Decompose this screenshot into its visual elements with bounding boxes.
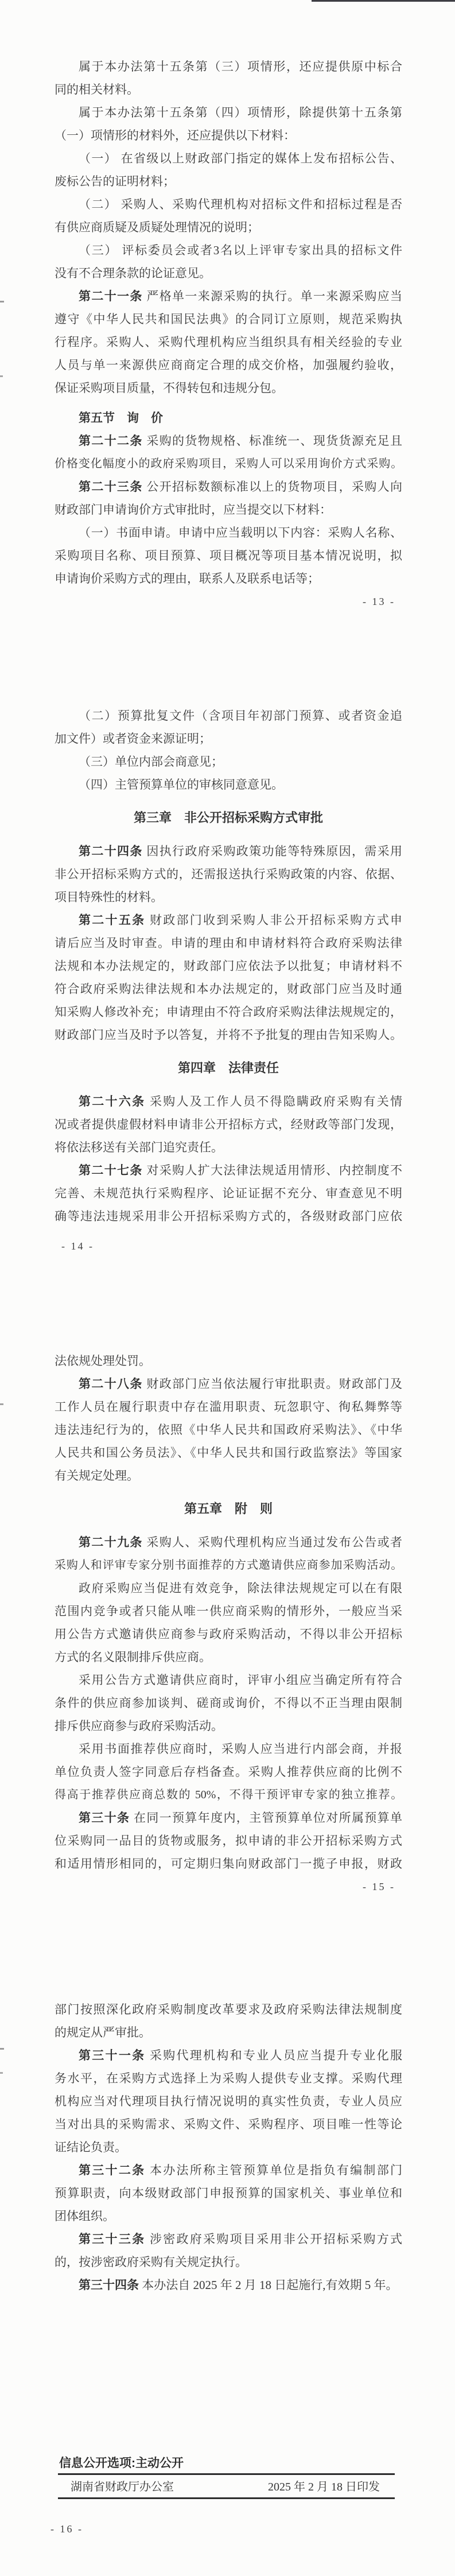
line-text: 公开招标数额标准以上的货物项目，采购人向 <box>142 480 402 494</box>
line-text: 对采购人扩大法律法规适用情形、内控制度不 <box>142 1163 402 1177</box>
text-line <box>55 2182 402 2205</box>
article-number: 第二十八条 <box>79 1377 143 1391</box>
text-line <box>55 544 402 567</box>
line-text: 财政部门申请询价方式审批时，应当提交以下材料： <box>55 503 332 517</box>
text-line <box>55 429 402 452</box>
text-line <box>55 78 402 101</box>
scan-edge-mark <box>0 301 4 302</box>
text-line <box>55 1090 402 1113</box>
page-number <box>55 1875 402 1898</box>
line-text: 用公告方式邀请供应商参与政府采购活动，不得以非公开招标 <box>55 1627 402 1641</box>
line-text: 价格变化幅度小的政府采购项目，采购人可以采用询价方式采购。 <box>55 457 402 470</box>
text-line <box>55 193 402 216</box>
line-text: 采用书面推荐供应商时，采购人应当进行内部会商，并报 <box>79 1742 402 1756</box>
article-number: 第三十条 <box>79 1811 130 1825</box>
text-line <box>55 2274 402 2296</box>
line-text: （四）主管预算单位的审核同意意见。 <box>79 778 283 792</box>
article-number: 第三十二条 <box>79 2163 146 2177</box>
line-text: 严格单一来源采购的执行。单一来源采购应当 <box>142 289 402 303</box>
text-line <box>55 932 402 955</box>
text-line <box>55 452 402 475</box>
line-text: 预算职责，向本级财政部门申报预算的国家机关、事业单位和 <box>55 2186 402 2200</box>
line-text: 属于本办法第十五条第（三）项情形，还应提供原中标合 <box>79 60 402 73</box>
text-line <box>55 1023 402 1046</box>
text-line <box>55 1600 402 1623</box>
line-text: 知采购人修改补充；申请理由不符合政府采购法律法规规定的， <box>55 1005 402 1019</box>
document-page-14 <box>55 704 402 1258</box>
line-text: 采用公告方式邀请供应商时，评审小组应当确定所有符合 <box>79 1673 402 1687</box>
text-line <box>55 1182 402 1205</box>
text-line <box>55 1783 402 1806</box>
line-text: 符合政府采购法律法规和本办法规定的，财政部门应当及时通 <box>55 982 402 996</box>
line-text: 废标公告的证明材料； <box>55 174 175 188</box>
line-text: 单位负责人签字同意后存档备查。采购人推荐供应商的比例不 <box>55 1765 402 1779</box>
article-number: 第二十七条 <box>79 1163 143 1177</box>
line-text: 法依规处理处罚。 <box>55 1354 151 1368</box>
text-line <box>55 886 402 909</box>
line-text: （二） 采购人、采购代理机构对招标文件和招标过程是否 <box>79 197 402 211</box>
line-text: - 15 - <box>363 1881 395 1892</box>
line-text: 和适用情形相同的，可定期归集向财政部门一揽子申报，财政 <box>55 1857 402 1871</box>
line-text: 采购项目名称、项目预算、项目概况等项目基本情况说明，拟 <box>55 549 402 562</box>
line-text: 有供应商质疑及质疑处理情况的说明； <box>55 220 259 234</box>
page-number: - 16 - <box>50 2523 83 2535</box>
line-text: 没有不合理条款的论证意见。 <box>55 266 211 280</box>
line-text: 财政部门应当及时予以答复，并将不予批复的理由告知采购人。 <box>55 1028 402 1042</box>
text-line <box>55 2044 402 2067</box>
text-line <box>55 1714 402 1737</box>
text-line <box>55 1806 402 1829</box>
line-text: 况或者提供虚假材料申请非公开招标方式，经财政等部门发现， <box>55 1118 402 1131</box>
text-line <box>55 750 402 773</box>
line-text: 条件的供应商参加谈判、磋商或询价，不得以不正当理由限制 <box>55 1696 402 1710</box>
article-number: 第二十三条 <box>79 480 143 494</box>
text-line <box>55 55 402 78</box>
text-line <box>55 262 402 285</box>
text-line <box>55 239 402 262</box>
line-text: 证结论负责。 <box>55 2140 127 2154</box>
text-line <box>55 285 402 308</box>
text-line <box>55 1464 402 1487</box>
text-line <box>55 216 402 239</box>
line-text: 第四章 法律责任 <box>177 1061 279 1075</box>
line-text: 本办法自 2025 年 2 月 18 日起施行,有效期 5 年。 <box>139 2278 398 2292</box>
line-text: 务水平，在采购方式选择上为采购人提供专业支撑。采购代理 <box>55 2071 402 2085</box>
text-line <box>55 1737 402 1760</box>
text-line <box>55 308 402 331</box>
text-line <box>55 124 402 147</box>
line-text: 采购代理机构和专业人员应当提升专业化服 <box>145 2049 402 2062</box>
document-page-16 <box>55 1998 402 2296</box>
line-text: 排斥供应商参与政府采购活动。 <box>55 1719 223 1733</box>
page-number <box>55 1235 402 1258</box>
text-line <box>55 863 402 886</box>
text-line <box>55 2251 402 2274</box>
disclosure-option-label: 信息公开选项:主动公开 <box>59 2457 184 2470</box>
chapter-heading <box>55 1498 402 1520</box>
line-text: 本办法所称主管预算单位是指负有编制部门 <box>145 2163 402 2177</box>
text-line <box>55 147 402 170</box>
text-line <box>55 377 402 399</box>
line-text: 请后应当及时审查。申请的理由和申请材料符合政府采购法律 <box>55 936 402 950</box>
text-line <box>55 1441 402 1464</box>
article-number: 第二十六条 <box>79 1095 146 1108</box>
line-text: （三） 评标委员会或者3名以上评审专家出具的招标文件 <box>79 243 402 257</box>
text-line <box>55 1395 402 1418</box>
text-line <box>55 101 402 124</box>
section-heading <box>55 406 402 429</box>
line-text: 违法违纪行为的，依照《中华人民共和国政府采购法》、《中华 <box>55 1423 402 1437</box>
line-text: 将依法移送有关部门追究责任。 <box>55 1140 223 1154</box>
issuing-office: 湖南省财政厅办公室 <box>71 2481 174 2493</box>
article-number: 第二十四条 <box>79 844 143 858</box>
text-line <box>55 2067 402 2090</box>
article-number: 第三十三条 <box>79 2232 146 2246</box>
line-text: 方式的名义限制排斥供应商。 <box>55 1650 211 1664</box>
line-text: （一） 在省级以上财政部门指定的媒体上发布招标公告、 <box>79 152 402 165</box>
scan-edge-mark <box>0 1403 3 1405</box>
line-text: 机构应当对代理项目执行情况说明的真实性负责，专业人员应 <box>55 2094 402 2108</box>
line-text: 采购人、采购代理机构应当通过发布公告或者 <box>142 1535 402 1549</box>
text-line <box>55 1852 402 1875</box>
text-line <box>55 1669 402 1692</box>
chapter-heading <box>55 806 402 829</box>
text-line <box>55 521 402 544</box>
line-text: 采购的货物规格、标准统一、现货货源充足且 <box>142 434 402 448</box>
text-line <box>55 1998 402 2021</box>
line-text: （一）书面申请。申请中应当载明以下内容：采购人名称、 <box>79 526 402 540</box>
text-line <box>55 2021 402 2044</box>
text-line <box>55 977 402 1000</box>
text-line <box>55 727 402 750</box>
document-page-15 <box>55 1349 402 1898</box>
line-text: 法规和本办法规定的，财政部门应依法予以批复；申请材料不 <box>55 959 402 973</box>
text-line <box>55 2136 402 2159</box>
line-text: 第五节 询 价 <box>79 411 163 425</box>
scan-edge-mark <box>0 2072 3 2074</box>
scan-edge-artifact <box>312 0 455 2</box>
line-text: 财政部门应当依法履行审批职责。财政部门及 <box>142 1377 402 1391</box>
line-text: 行程序。采购人、采购代理机构应当组织具有相关经验的专业 <box>55 335 402 349</box>
line-text: 确等违法违规采用非公开招标采购方式的，各级财政部门应依 <box>55 1209 402 1223</box>
text-line <box>55 704 402 727</box>
line-text: 采购人及工作人员不得隐瞒政府采购有关情 <box>145 1095 402 1108</box>
line-text: 有关规定处理。 <box>55 1469 139 1483</box>
text-line <box>55 1136 402 1159</box>
text-line <box>55 331 402 354</box>
article-number: 第二十一条 <box>79 289 143 303</box>
line-text: 政府采购应当促进有效竞争，除法律法规规定可以在有限 <box>79 1581 402 1595</box>
footer-divider-line <box>58 2473 395 2475</box>
text-line <box>55 1692 402 1714</box>
line-text: 涉密政府采购项目采用非公开招标采购方式 <box>145 2232 402 2246</box>
text-line <box>55 1646 402 1669</box>
text-line <box>55 955 402 977</box>
print-date: 2025 年 2 月 18 日印发 <box>268 2481 380 2493</box>
text-line <box>55 170 402 193</box>
line-text: 财政部门收到采购人非公开招标采购方式申 <box>145 913 402 927</box>
line-text: 工作人员在履行职责中存在滥用职责、玩忽职守、徇私舞弊等 <box>55 1400 402 1414</box>
line-text: - 13 - <box>363 596 395 607</box>
scan-edge-mark <box>0 375 3 377</box>
line-text: 的，按涉密政府采购有关规定执行。 <box>55 2255 247 2269</box>
text-line <box>55 2205 402 2228</box>
article-number: 第二十九条 <box>79 1535 143 1549</box>
text-line <box>55 909 402 932</box>
line-text: 人员与单一来源供应商商定合理的成交价格，加强履约验收， <box>55 358 402 372</box>
chapter-heading <box>55 1057 402 1080</box>
line-text: 遵守《中华人民共和国民法典》的合同订立原则，规范采购执 <box>55 312 402 326</box>
line-text: 得高于推荐供应商总数的 50%，不得干预评审专家的独立推荐。 <box>55 1789 402 1801</box>
text-line <box>55 2113 402 2136</box>
text-line <box>55 2090 402 2113</box>
line-text: 人民共和国公务员法》、《中华人民共和国行政监察法》等国家 <box>55 1446 402 1460</box>
article-number: 第三十一条 <box>79 2049 146 2062</box>
text-line <box>55 1349 402 1372</box>
line-text: （二）预算批复文件（含项目年初部门预算、或者资金追 <box>79 709 402 723</box>
line-text: 部门按照深化政府采购制度改革要求及政府采购法律法规制度 <box>55 2003 402 2016</box>
line-text: 加文件）或者资金来源证明； <box>55 732 211 746</box>
scan-edge-mark <box>0 2048 4 2050</box>
line-text: 采购人和评审专家分别书面推荐的方式邀请供应商参加采购活动。 <box>55 1559 402 1572</box>
text-line <box>55 840 402 863</box>
text-line <box>55 1623 402 1646</box>
footer-divider-line <box>58 2497 395 2499</box>
line-text: 申请询价采购方式的理由，联系人及联系电话等； <box>55 572 320 585</box>
article-number: 第二十二条 <box>79 434 143 448</box>
text-line <box>55 1577 402 1600</box>
line-text: 的规定从严审批。 <box>55 2026 151 2039</box>
text-line <box>55 1531 402 1554</box>
line-text: 项目特殊性的材料。 <box>55 890 163 904</box>
footer-issuer-row <box>58 2478 395 2496</box>
text-line <box>55 498 402 521</box>
article-number: 第三十四条 <box>79 2278 139 2292</box>
line-text: - 14 - <box>61 1240 94 1252</box>
line-text: 团体组织。 <box>55 2209 115 2223</box>
text-line <box>55 1418 402 1441</box>
text-line <box>55 2228 402 2251</box>
text-line <box>55 567 402 590</box>
line-text: 保证采购项目质量，不得转包和违规分包。 <box>55 381 283 395</box>
line-text: （一）项情形的材料外，还应提供以下材料： <box>55 129 295 142</box>
line-text: 完善、未规范执行采购程序、论证证据不充分、审查意见不明 <box>55 1186 402 1200</box>
text-line <box>55 354 402 377</box>
text-line <box>55 1829 402 1852</box>
line-text: 位采购同一品目的货物或服务，拟申请的非公开招标采购方式 <box>55 1834 402 1848</box>
text-line <box>55 1000 402 1023</box>
text-line <box>55 1113 402 1136</box>
article-number: 第二十五条 <box>79 913 146 927</box>
text-line <box>55 2159 402 2182</box>
text-line <box>55 475 402 498</box>
text-line <box>55 1159 402 1182</box>
line-text: （三）单位内部会商意见； <box>79 755 223 769</box>
line-text: 非公开招标采购方式的，还需报送执行采购政策的内容、依据、 <box>55 867 402 881</box>
line-text: 第五章 附 则 <box>184 1502 273 1516</box>
line-text: 同的相关材料。 <box>55 83 139 96</box>
text-line <box>55 1760 402 1783</box>
line-text: 在同一预算年度内，主管预算单位对所属预算单 <box>130 1811 403 1825</box>
text-line <box>55 773 402 796</box>
document-page-13 <box>55 55 402 613</box>
text-line <box>55 1554 402 1577</box>
line-text: 范围内竞争或者只能从唯一供应商采购的情形外，一般应当采 <box>55 1604 402 1618</box>
line-text: 第三章 非公开招标采购方式审批 <box>133 810 323 825</box>
line-text: 当对出具的采购需求、采购文件、采购程序、项目唯一性等论 <box>55 2117 402 2131</box>
text-line <box>55 1372 402 1395</box>
page-number <box>55 590 402 613</box>
line-text: 因执行政府采购政策功能等特殊原因，需采用 <box>142 844 402 858</box>
text-line <box>55 1205 402 1228</box>
line-text: 属于本办法第十五条第（四）项情形，除提供第十五条第 <box>79 106 402 119</box>
